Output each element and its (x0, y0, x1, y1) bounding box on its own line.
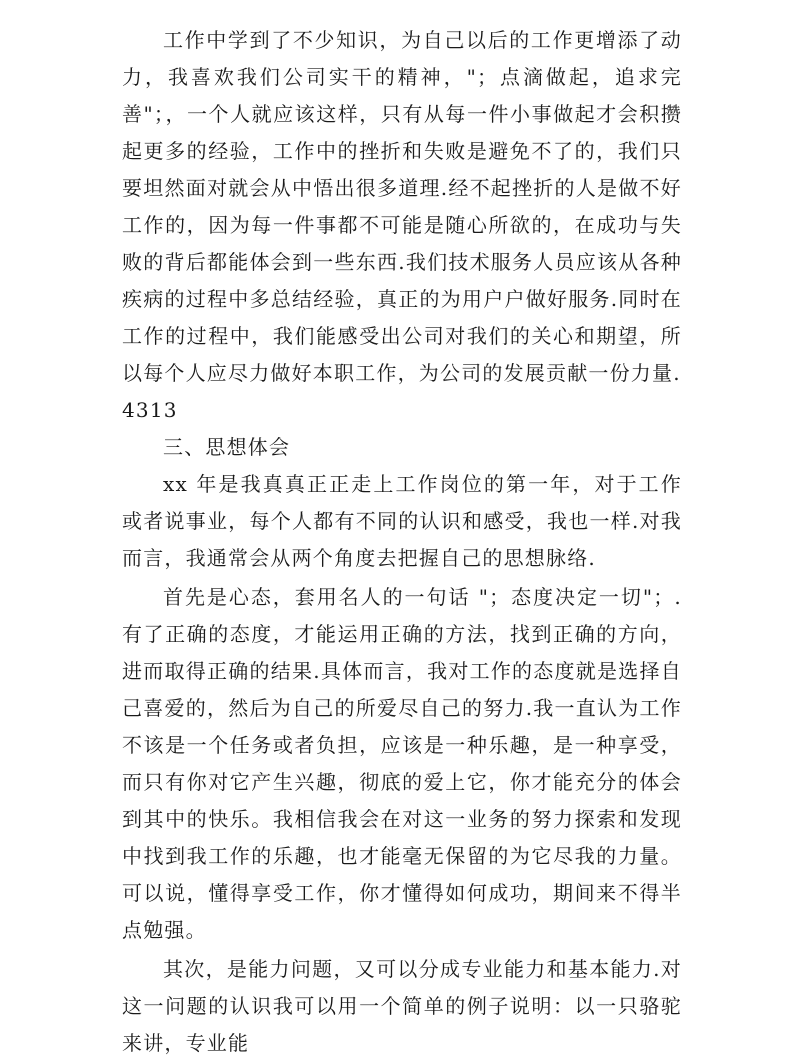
paragraph-work-learning: 工作中学到了不少知识，为自己以后的工作更增添了动力，我喜欢我们公司实干的精神，"；点滴做起，追求完善"；，一个人就应该这样，只有从每一件小事做起才会积攒起更多的经验，工作中的挫折和失败是避免不了的，我们只要坦然面对就会从中悟出很多道理.经不起挫折的人是做不好工作的，因为每一件事都不可能是随心所欲的，在成功与失败的背后都能体会到一些东西.我们技术服务人员应该从各种疾病的过程中多总结经验，真正的为用户户做好服务.同时在工作的过程中，我们能感受出公司对我们的关心和期望，所以每个人应尽力做好本职工作，为公司的发展贡献一份力量. (122, 28, 682, 385)
paragraph-ability: 其次，是能力问题，又可以分成专业能力和基本能力.对这一问题的认识我可以用一个简单的例子说明：以一只骆驼来讲，专业能 (122, 957, 682, 1055)
page-number-text: 4313 (122, 398, 178, 422)
paragraph-attitude: 首先是心态，套用名人的一句话 "；态度决定一切"；.有了正确的态度，才能运用正确的方法，找到正确的方向，进而取得正确的结果.具体而言，我对工作的态度就是选择自己喜爱的，然后为自己的所爱尽自己的努力.我一直认为工作不该是一个任务或者负担，应该是一种乐趣，是一种享受，而只有你对它产生兴趣，彻底的爱上它，你才能充分的体会到其中的快乐。我相信我会在对这一业务的努力探索和发现中找到我工作的乐趣，也才能毫无保留的为它尽我的力量。可以说，懂得享受工作，你才懂得如何成功，期间来不得半点勉强。 (122, 585, 682, 942)
paragraph-first-year: xx 年是我真真正正走上工作岗位的第一年，对于工作或者说事业，每个人都有不同的认识和感受，我也一样.对我而言，我通常会从两个角度去把握自己的思想脉络. (122, 472, 682, 570)
section-heading-thoughts: 三、思想体会 (163, 435, 291, 459)
document-body (122, 22, 682, 1062)
